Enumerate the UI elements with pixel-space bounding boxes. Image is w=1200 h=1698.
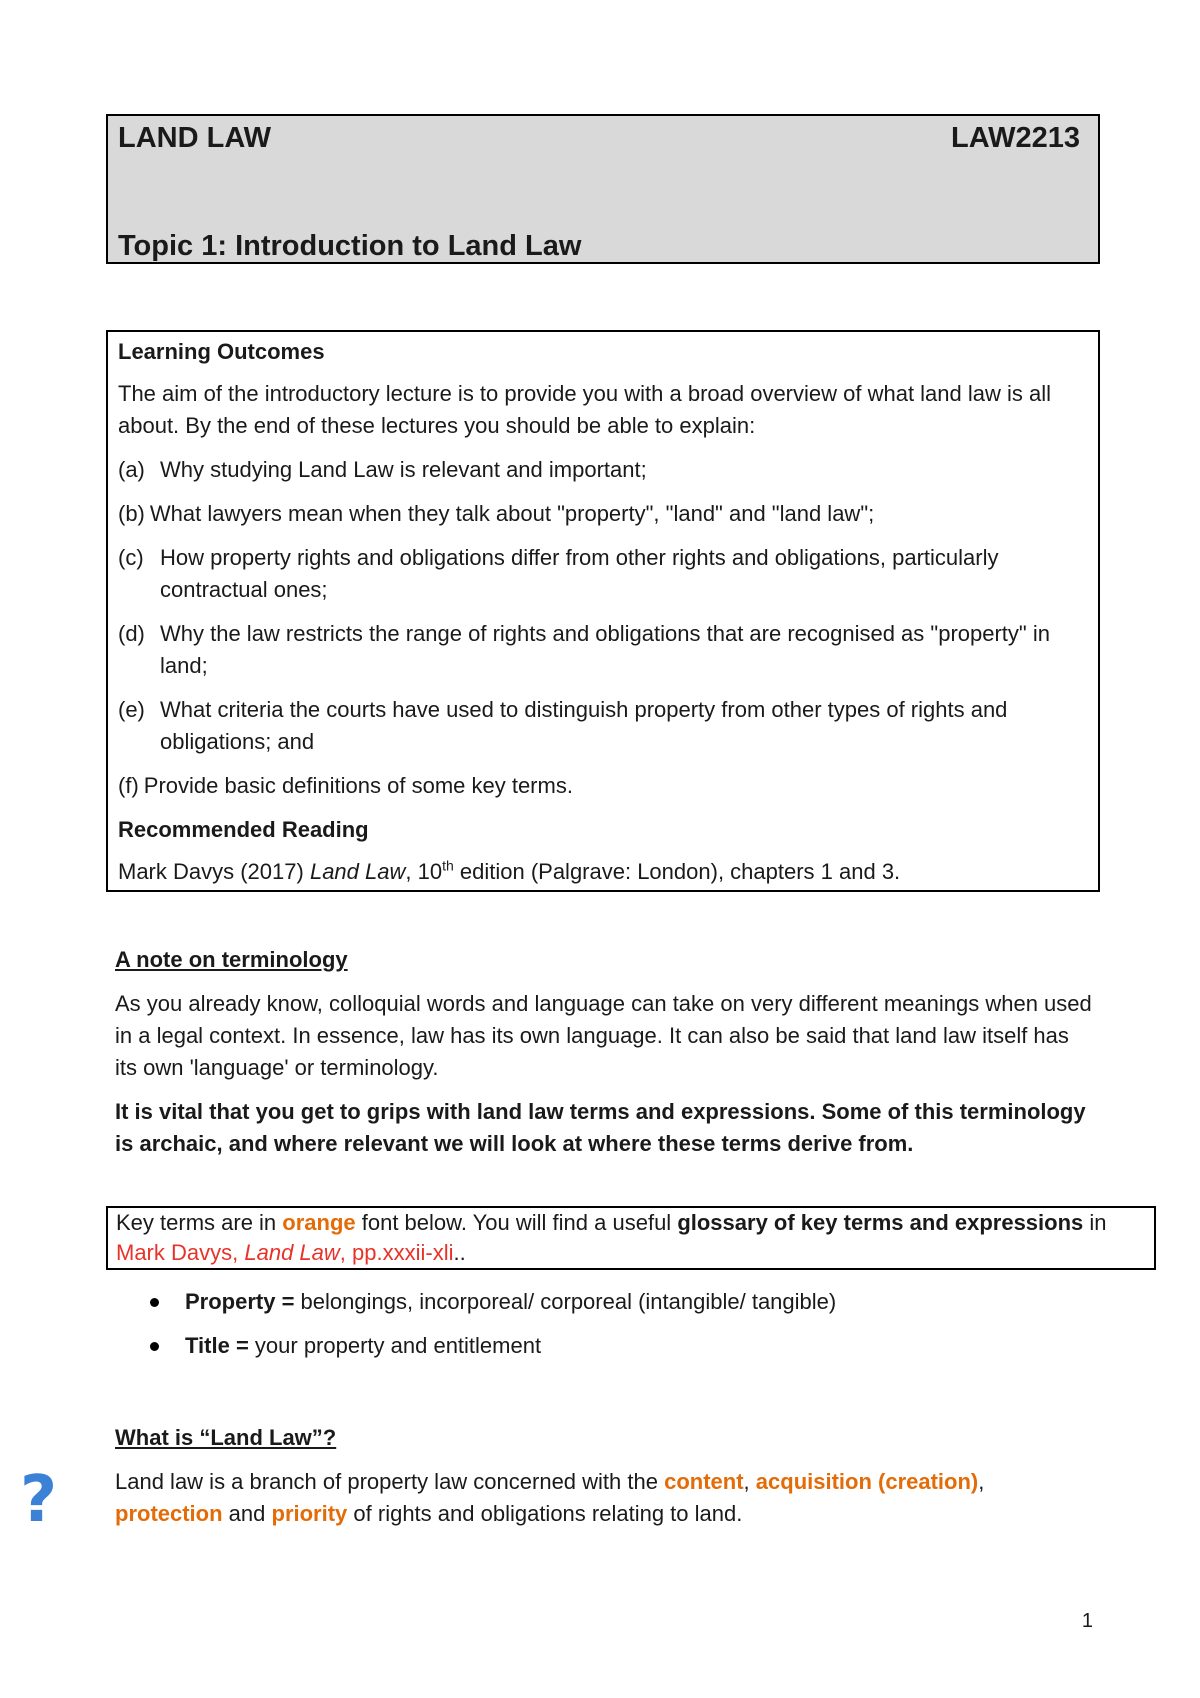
glossary-ref-author: Mark Davys, <box>116 1240 245 1265</box>
recommended-reading-heading: Recommended Reading <box>118 817 369 842</box>
glossary-reference <box>116 1240 453 1265</box>
paragraph-text: of rights and obligations relating to land. <box>347 1501 743 1526</box>
orange-keyword: orange <box>282 1210 356 1235</box>
list-item-text: What lawyers mean when they talk about "property", "land" and "land law"; <box>149 501 875 526</box>
list-item <box>118 770 1088 802</box>
list-item <box>150 1330 836 1362</box>
learning-outcomes-intro: The aim of the introductory lecture is to provide you with a broad overview of what land law is all about. By the end of these lectures you should be able to explain: <box>118 381 1052 438</box>
paragraph-text: , <box>978 1469 985 1494</box>
terminology-bold-paragraph: It is vital that you get to grips with land law terms and expressions. Some of this terminology is archaic, and where relevant we will look at where these terms derive from. <box>115 1099 1086 1156</box>
list-item-text: What criteria the courts have used to distinguish property from other types of rights and obligations; and <box>160 697 1008 754</box>
list-item <box>118 694 1088 758</box>
key-term: protection <box>115 1501 223 1526</box>
key-terms-box <box>106 1206 1156 1270</box>
terminology-section <box>115 944 1095 1160</box>
glossary-ref-pages: , pp.xxxii-xli <box>339 1240 454 1265</box>
course-name: LAND LAW <box>118 122 272 154</box>
paragraph-text: , <box>743 1469 756 1494</box>
list-item-text: Why the law restricts the range of rights and obligations that are recognised as "property" in land; <box>160 621 1050 678</box>
list-item-label: (c) <box>118 545 144 570</box>
glossary-ref-title: Land Law <box>244 1240 340 1265</box>
term: Property = <box>185 1289 295 1314</box>
key-box-text: font below. You will find a useful <box>355 1210 678 1235</box>
list-item-text: Why studying Land Law is relevant and important; <box>160 457 647 482</box>
paragraph-text: Land law is a branch of property law concerned with the <box>115 1469 665 1494</box>
bullet-icon <box>150 1342 159 1351</box>
reading-title: Land Law <box>309 859 406 884</box>
what-is-land-law-section <box>115 1422 1095 1530</box>
key-term: priority <box>271 1501 348 1526</box>
page-number: 1 <box>1081 1610 1093 1632</box>
list-item <box>118 498 1088 530</box>
glossary-phrase: glossary of key terms and expressions <box>677 1210 1084 1235</box>
list-item-label: (a) <box>118 457 145 482</box>
paragraph-text: and <box>222 1501 272 1526</box>
definition: belongings, incorporeal/ corporeal (intangible/ tangible) <box>294 1289 837 1314</box>
key-box-text: in <box>1083 1210 1107 1235</box>
learning-outcomes-box <box>106 330 1100 892</box>
key-terms-list <box>150 1286 836 1374</box>
reading-rest: edition (Palgrave: London), chapters 1 and 3. <box>453 859 901 884</box>
key-box-text: Key terms are in <box>116 1210 283 1235</box>
list-item <box>118 618 1088 682</box>
reading-edition: , 10 <box>405 859 443 884</box>
learning-outcomes-heading: Learning Outcomes <box>118 339 325 364</box>
question-mark-icon[interactable]: ? <box>20 1463 58 1537</box>
definition: your property and entitlement <box>248 1333 542 1358</box>
list-item-label: (e) <box>118 697 145 722</box>
course-code: LAW2213 <box>951 122 1080 154</box>
list-item-label: (d) <box>118 621 145 646</box>
reading-edition-suffix: th <box>442 857 454 874</box>
list-item-label: (f) <box>118 773 139 798</box>
topic-title: Topic 1: Introduction to Land Law <box>118 230 582 262</box>
recommended-reading-reference <box>118 856 1088 888</box>
list-item-text: Provide basic definitions of some key terms. <box>143 773 573 798</box>
terminology-paragraph: As you already know, colloquial words and language can take on very different meanings when used in a legal context. In essence, law has its own language. It can also be said that land law itself has its own 'language' or terminology. <box>115 991 1092 1080</box>
key-term: acquisition (creation) <box>755 1469 979 1494</box>
list-item-label: (b) <box>118 501 145 526</box>
list-item <box>118 454 1088 486</box>
key-box-text: .. <box>453 1240 466 1265</box>
list-item <box>150 1286 836 1318</box>
what-is-paragraph <box>115 1466 1095 1530</box>
key-term: content <box>664 1469 744 1494</box>
list-item <box>118 542 1088 606</box>
bullet-icon <box>150 1298 159 1307</box>
reading-author: Mark Davys (2017) <box>118 859 310 884</box>
term: Title = <box>185 1333 249 1358</box>
title-box <box>106 114 1100 264</box>
list-item-text: How property rights and obligations differ from other rights and obligations, particularly contractual ones; <box>160 545 999 602</box>
what-is-heading: What is “Land Law”? <box>115 1425 337 1450</box>
terminology-heading: A note on terminology <box>115 947 348 972</box>
